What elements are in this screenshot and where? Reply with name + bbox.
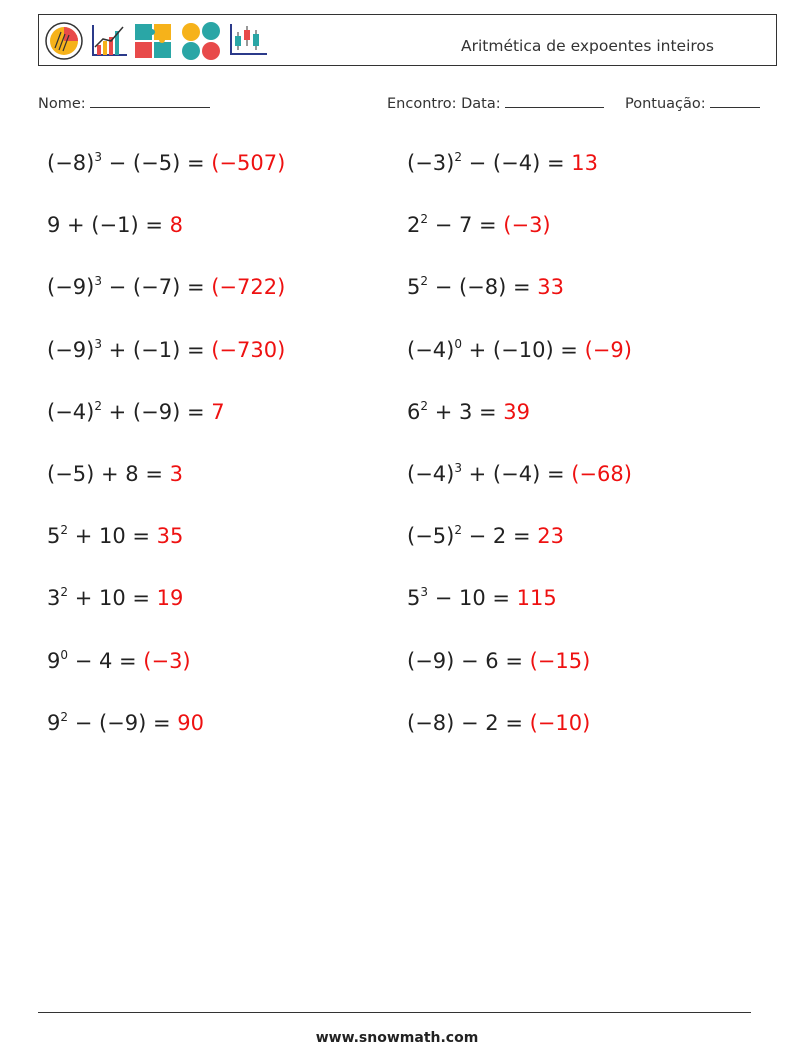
problem-exponent: 3 xyxy=(94,274,102,289)
problem-answer: 39 xyxy=(503,399,531,424)
name-label: Nome: xyxy=(38,96,86,112)
problem-base: (−3) xyxy=(407,151,455,175)
problem-rest: − (−7) = xyxy=(101,275,212,300)
candlestick-chart-icon xyxy=(227,20,269,62)
problem-exponent: 2 xyxy=(454,150,462,164)
problem-10 xyxy=(407,399,530,425)
problem-base: 5 xyxy=(407,275,421,300)
date-field[interactable] xyxy=(387,93,604,112)
problem-11 xyxy=(47,461,183,487)
problem-rest: + 10 = xyxy=(68,524,157,549)
problem-answer: 3 xyxy=(169,462,183,486)
problem-exponent: 2 xyxy=(454,523,462,538)
problem-answer: (−722) xyxy=(211,275,286,300)
problem-rest: − (−4) = xyxy=(461,151,572,175)
number-circles-icon xyxy=(179,20,223,62)
problem-rest: − 2 = xyxy=(461,524,538,549)
problem-answer: 7 xyxy=(211,399,225,424)
problem-rest: − (−5) = xyxy=(101,151,212,175)
problem-answer: 115 xyxy=(516,586,557,611)
problem-rest: − 4 = xyxy=(68,648,144,673)
problem-answer: 8 xyxy=(169,213,183,238)
problem-rest: + 3 = xyxy=(428,399,504,424)
problem-answer: 35 xyxy=(156,524,184,549)
problem-base: (−9) − 6 = xyxy=(407,648,530,673)
problem-exponent: 0 xyxy=(454,336,462,351)
problem-answer: (−507) xyxy=(211,151,286,175)
name-field[interactable] xyxy=(38,93,210,112)
problem-base: 6 xyxy=(407,399,421,424)
footer-divider xyxy=(38,1012,751,1013)
problem-rest: + (−10) = xyxy=(461,337,585,362)
problem-exponent: 2 xyxy=(420,212,429,227)
problem-rest: − (−9) = xyxy=(68,710,178,735)
footer-url: www.snowmath.com xyxy=(315,1030,479,1046)
problem-exponent: 3 xyxy=(94,336,102,351)
problem-exponent: 2 xyxy=(60,709,69,724)
encounter-label: Encontro: Data: xyxy=(387,96,501,112)
puzzle-icon xyxy=(133,20,175,62)
problem-base: 9 xyxy=(47,710,61,735)
problem-answer: (−3) xyxy=(143,648,191,673)
logo-row xyxy=(43,20,269,62)
problem-20 xyxy=(407,710,590,736)
problem-8 xyxy=(407,337,632,363)
problem-rest: + 10 = xyxy=(68,586,157,611)
problem-answer: (−9) xyxy=(584,337,632,362)
problem-5 xyxy=(47,274,285,300)
problem-19 xyxy=(47,710,204,736)
problem-15 xyxy=(47,585,183,611)
problem-exponent: 0 xyxy=(60,647,69,662)
worksheet-header xyxy=(38,14,777,66)
problem-base: (−9) xyxy=(47,337,95,362)
problem-answer: (−15) xyxy=(529,648,591,673)
problem-base: 3 xyxy=(47,586,61,611)
problem-base: (−4) xyxy=(47,399,95,424)
score-label: Pontuação: xyxy=(625,96,706,112)
problem-answer: 90 xyxy=(177,710,204,735)
problem-exponent: 2 xyxy=(94,398,102,413)
score-blank[interactable] xyxy=(710,93,760,108)
problem-answer: (−3) xyxy=(503,213,551,238)
problem-base: 5 xyxy=(47,524,61,549)
problem-base: 9 + (−1) = xyxy=(47,213,170,238)
problem-exponent: 2 xyxy=(60,523,69,538)
problem-rest: + (−4) = xyxy=(461,462,572,486)
bar-chart-icon xyxy=(89,21,129,61)
problem-exponent: 3 xyxy=(94,150,102,164)
problem-3 xyxy=(47,212,183,238)
problem-base: 9 xyxy=(47,648,61,673)
problem-4 xyxy=(407,212,551,238)
problem-2 xyxy=(407,150,598,176)
problem-answer: (−68) xyxy=(571,462,632,486)
problem-rest: − 7 = xyxy=(428,213,504,238)
problem-18 xyxy=(407,648,590,674)
problem-12 xyxy=(407,461,632,487)
problem-14 xyxy=(407,523,564,549)
problem-exponent: 2 xyxy=(420,274,429,289)
problem-answer: 13 xyxy=(571,151,598,175)
problem-7 xyxy=(47,337,285,363)
problem-17 xyxy=(47,648,191,674)
problem-base: (−4) xyxy=(407,337,455,362)
problem-rest: − 10 = xyxy=(428,586,517,611)
problem-rest: + (−9) = xyxy=(101,399,212,424)
problem-base: 2 xyxy=(407,213,421,238)
problem-base: (−5) + 8 = xyxy=(47,462,170,486)
pie-chart-icon xyxy=(43,20,85,62)
problem-answer: 19 xyxy=(156,586,184,611)
problem-1 xyxy=(47,150,285,176)
problem-base: (−8) − 2 = xyxy=(407,710,530,735)
score-field[interactable] xyxy=(625,93,760,112)
problem-answer: (−10) xyxy=(529,710,591,735)
problem-16 xyxy=(407,585,557,611)
problem-base: (−5) xyxy=(407,524,455,549)
problem-rest: − (−8) = xyxy=(428,275,538,300)
problem-exponent: 3 xyxy=(454,461,462,475)
problem-6 xyxy=(407,274,564,300)
problem-answer: 23 xyxy=(537,524,564,549)
problem-13 xyxy=(47,523,183,549)
problem-9 xyxy=(47,399,225,425)
problem-base: (−4) xyxy=(407,462,455,486)
name-blank[interactable] xyxy=(90,93,210,108)
problem-base: (−9) xyxy=(47,275,95,300)
problem-base: 5 xyxy=(407,586,421,611)
problem-answer: 33 xyxy=(537,275,564,300)
date-blank[interactable] xyxy=(505,93,604,108)
problem-exponent: 2 xyxy=(60,585,69,600)
problem-exponent: 2 xyxy=(420,398,429,413)
problem-answer: (−730) xyxy=(211,337,286,362)
problem-exponent: 3 xyxy=(420,585,429,600)
problem-base: (−8) xyxy=(47,151,95,175)
worksheet-title: Aritmética de expoentes inteiros xyxy=(460,37,714,55)
problem-rest: + (−1) = xyxy=(101,337,212,362)
